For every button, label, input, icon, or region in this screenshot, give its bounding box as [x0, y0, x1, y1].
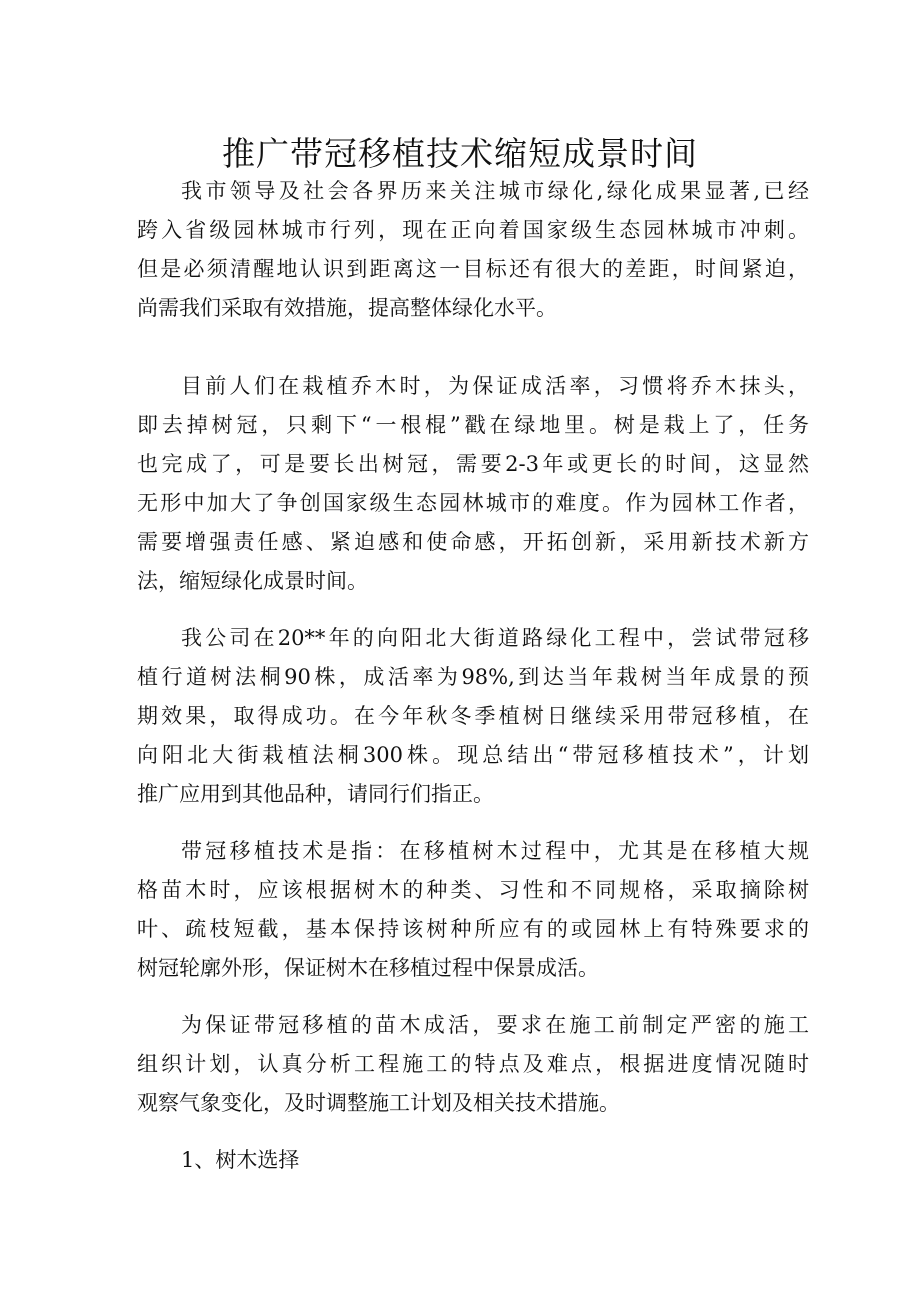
- text-line: 树冠轮廓外形，保证树木在移植过程中保景成活。: [137, 956, 599, 980]
- document-body: [137, 172, 809, 1180]
- text-line: 法，缩短绿化成景时间。: [137, 569, 368, 593]
- text-line: 需要增强责任感、紧迫感和使命感，开拓创新，采用新技术新方: [137, 530, 809, 554]
- text-line: 格苗木时，应该根据树木的种类、习性和不同规格，采取摘除树: [137, 878, 809, 902]
- text-line: 期效果，取得成功。在今年秋冬季植树日继续采用带冠移植，在: [137, 704, 809, 728]
- text-line: 组织计划，认真分析工程施工的特点及难点，根据进度情况随时: [137, 1052, 809, 1076]
- paragraph-4: [137, 832, 809, 988]
- text-line: 我公司在20**年的向阳北大街道路绿化工程中，尝试带冠移: [181, 626, 809, 650]
- paragraph-2: [137, 367, 809, 601]
- text-line: 跨入省级园林城市行列，现在正向着国家级生态园林城市冲刺。: [137, 218, 809, 242]
- section-heading: 1、树木选择: [181, 1148, 300, 1172]
- text-line: 也完成了，可是要长出树冠，需要2-3年或更长的时间，这显然: [137, 452, 809, 476]
- text-line: 目前人们在栽植乔木时，为保证成活率，习惯将乔木抹头，: [181, 374, 809, 398]
- text-line: 植行道树法桐90株，成活率为98%,到达当年栽树当年成景的预: [137, 665, 809, 689]
- text-line: 尚需我们采取有效措施，提高整体绿化水平。: [137, 296, 557, 320]
- document-title: 推广带冠移植技术缩短成景时间: [222, 134, 698, 173]
- paragraph-1: [137, 172, 809, 328]
- text-line: 观察气象变化，及时调整施工计划及相关技术措施。: [137, 1091, 620, 1115]
- text-line: 推广应用到其他品种，请同行们指正。: [137, 782, 494, 806]
- text-line: 向阳北大街栽植法桐300株。现总结出“带冠移植技术”，计划: [137, 743, 809, 767]
- text-line: 我市领导及社会各界历来关注城市绿化,绿化成果显著,已经: [181, 179, 809, 203]
- paragraph-3: [137, 619, 809, 814]
- text-line: 叶、疏枝短截，基本保持该树种所应有的或园林上有特殊要求的: [137, 917, 809, 941]
- paragraph-5: [137, 1006, 809, 1123]
- text-line: 为保证带冠移植的苗木成活，要求在施工前制定严密的施工: [181, 1013, 809, 1037]
- text-line: 但是必须清醒地认识到距离这一目标还有很大的差距，时间紧迫，: [137, 257, 809, 281]
- text-line: 即去掉树冠，只剩下“一根棍”戳在绿地里。树是栽上了，任务: [137, 413, 809, 437]
- text-line: 带冠移植技术是指：在移植树木过程中，尤其是在移植大规: [181, 839, 809, 863]
- text-line: 无形中加大了争创国家级生态园林城市的难度。作为园林工作者，: [137, 491, 809, 515]
